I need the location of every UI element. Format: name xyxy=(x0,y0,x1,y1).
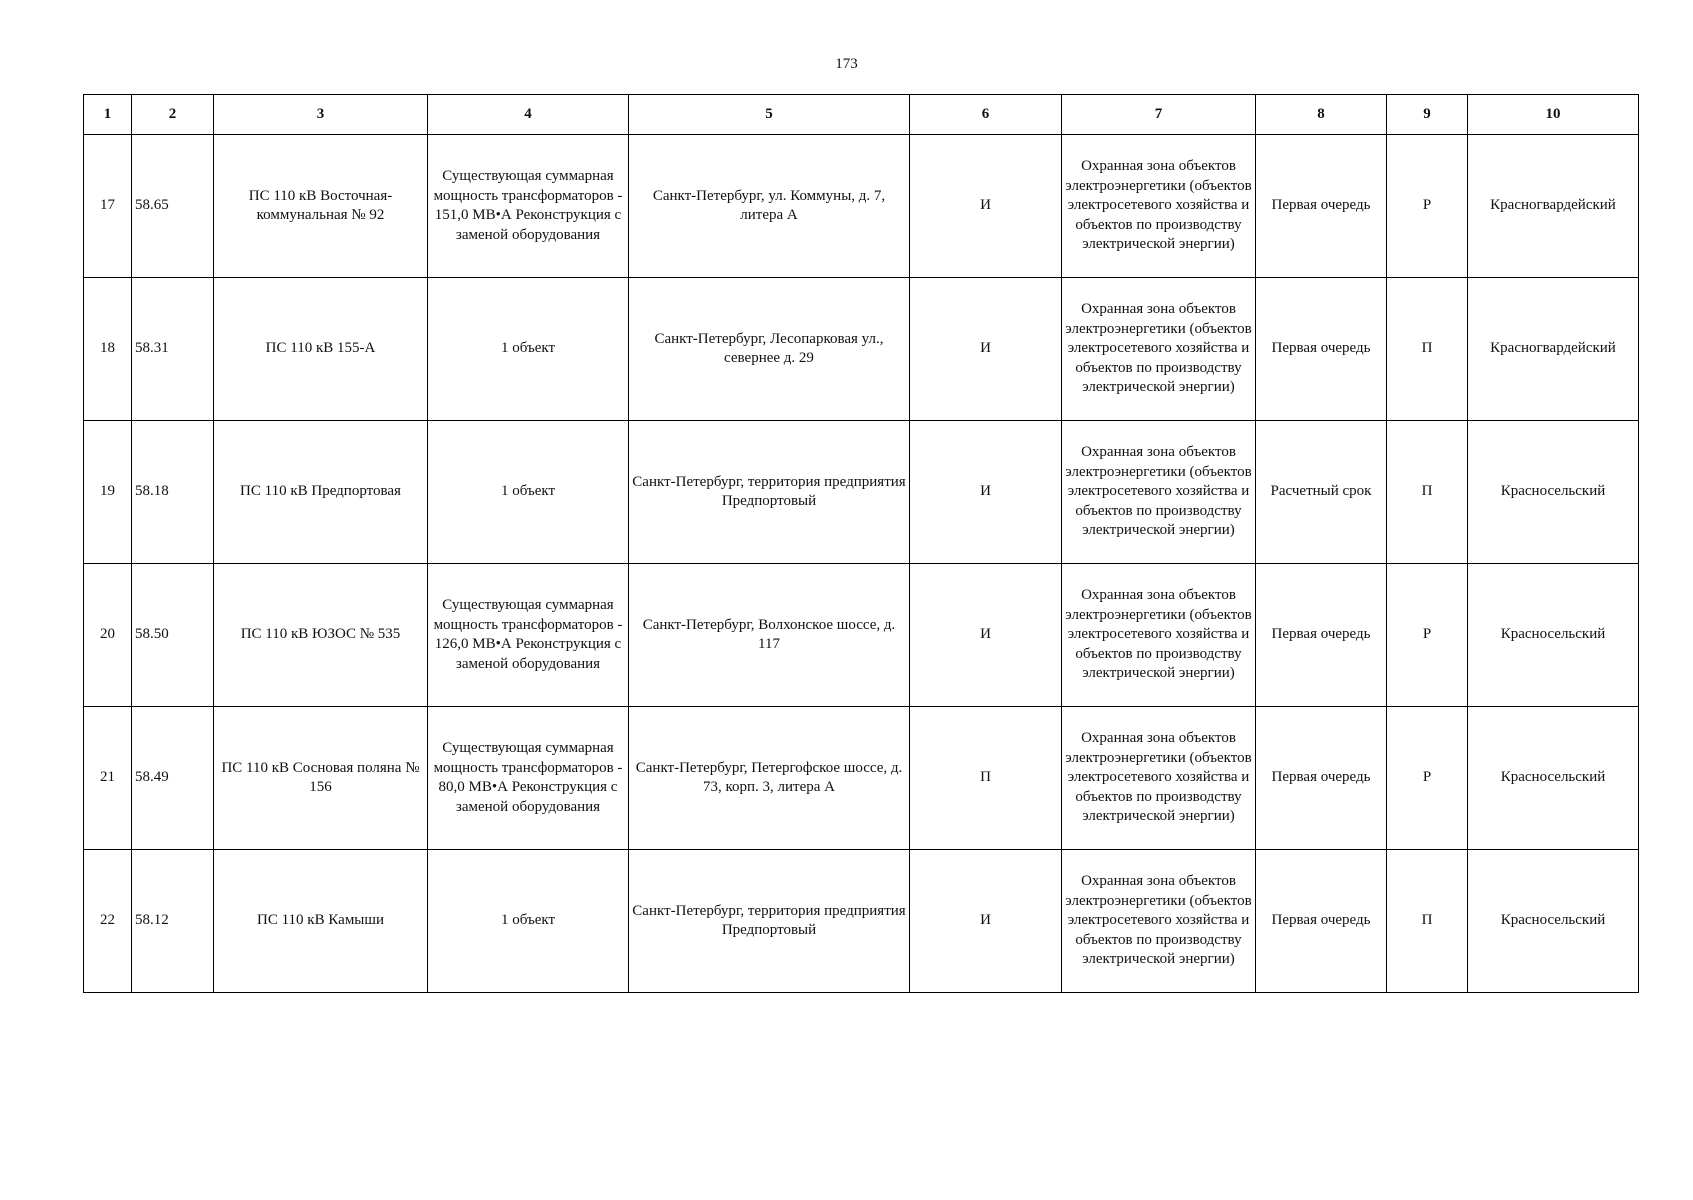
object-status: И xyxy=(910,421,1062,564)
object-name: ПС 110 кВ ЮЗОС № 535 xyxy=(214,564,428,707)
object-zone: Охранная зона объектов электроэнергетики (объектов электросетевого хозяйства и объектов по производству электрической энергии) xyxy=(1062,707,1256,850)
object-location: Санкт-Петербург, Лесопарковая ул., севернее д. 29 xyxy=(629,278,910,421)
object-characteristic: Существующая суммарная мощность трансформаторов - 151,0 МВ•А Реконструкция с заменой оборудования xyxy=(428,135,629,278)
object-zone: Охранная зона объектов электроэнергетики (объектов электросетевого хозяйства и объектов по производству электрической энергии) xyxy=(1062,135,1256,278)
object-stage: Первая очередь xyxy=(1256,564,1387,707)
object-type: Р xyxy=(1387,707,1468,850)
object-stage: Первая очередь xyxy=(1256,707,1387,850)
object-characteristic: 1 объект xyxy=(428,278,629,421)
object-name: ПС 110 кВ 155-А xyxy=(214,278,428,421)
row-number: 22 xyxy=(84,850,132,993)
object-code: 58.49 xyxy=(132,707,214,850)
row-number: 20 xyxy=(84,564,132,707)
object-type: П xyxy=(1387,278,1468,421)
object-zone: Охранная зона объектов электроэнергетики (объектов электросетевого хозяйства и объектов по производству электрической энергии) xyxy=(1062,278,1256,421)
column-header: 6 xyxy=(910,95,1062,135)
object-characteristic: Существующая суммарная мощность трансформаторов - 126,0 МВ•А Реконструкция с заменой оборудования xyxy=(428,564,629,707)
row-number: 17 xyxy=(84,135,132,278)
column-header: 7 xyxy=(1062,95,1256,135)
object-type: Р xyxy=(1387,135,1468,278)
object-type: П xyxy=(1387,850,1468,993)
object-type: П xyxy=(1387,421,1468,564)
object-characteristic: Существующая суммарная мощность трансформаторов - 80,0 МВ•А Реконструкция с заменой оборудования xyxy=(428,707,629,850)
column-header: 9 xyxy=(1387,95,1468,135)
object-district: Красносельский xyxy=(1468,850,1639,993)
object-status: И xyxy=(910,278,1062,421)
table-header-row xyxy=(84,95,1639,135)
object-name: ПС 110 кВ Восточная-коммунальная № 92 xyxy=(214,135,428,278)
object-code: 58.12 xyxy=(132,850,214,993)
object-code: 58.18 xyxy=(132,421,214,564)
object-status: И xyxy=(910,564,1062,707)
object-stage: Первая очередь xyxy=(1256,135,1387,278)
object-zone: Охранная зона объектов электроэнергетики (объектов электросетевого хозяйства и объектов по производству электрической энергии) xyxy=(1062,564,1256,707)
object-name: ПС 110 кВ Камыши xyxy=(214,850,428,993)
object-location: Санкт-Петербург, Волхонское шоссе, д. 117 xyxy=(629,564,910,707)
object-name: ПС 110 кВ Сосновая поляна № 156 xyxy=(214,707,428,850)
table-row xyxy=(84,278,1639,421)
object-name: ПС 110 кВ Предпортовая xyxy=(214,421,428,564)
object-code: 58.31 xyxy=(132,278,214,421)
row-number: 21 xyxy=(84,707,132,850)
object-zone: Охранная зона объектов электроэнергетики (объектов электросетевого хозяйства и объектов по производству электрической энергии) xyxy=(1062,421,1256,564)
object-district: Красносельский xyxy=(1468,564,1639,707)
object-district: Красногвардейский xyxy=(1468,135,1639,278)
column-header: 1 xyxy=(84,95,132,135)
table-row xyxy=(84,707,1639,850)
column-header: 3 xyxy=(214,95,428,135)
table-row xyxy=(84,564,1639,707)
object-status: П xyxy=(910,707,1062,850)
object-district: Красносельский xyxy=(1468,707,1639,850)
row-number: 18 xyxy=(84,278,132,421)
object-location: Санкт-Петербург, ул. Коммуны, д. 7, литера А xyxy=(629,135,910,278)
object-characteristic: 1 объект xyxy=(428,850,629,993)
table-row xyxy=(84,135,1639,278)
column-header: 2 xyxy=(132,95,214,135)
object-code: 58.65 xyxy=(132,135,214,278)
object-zone: Охранная зона объектов электроэнергетики (объектов электросетевого хозяйства и объектов по производству электрической энергии) xyxy=(1062,850,1256,993)
object-stage: Расчетный срок xyxy=(1256,421,1387,564)
object-status: И xyxy=(910,135,1062,278)
object-status: И xyxy=(910,850,1062,993)
object-stage: Первая очередь xyxy=(1256,278,1387,421)
object-district: Красносельский xyxy=(1468,421,1639,564)
column-header: 10 xyxy=(1468,95,1639,135)
table-row xyxy=(84,850,1639,993)
object-characteristic: 1 объект xyxy=(428,421,629,564)
page-number: 173 xyxy=(835,56,858,72)
object-location: Санкт-Петербург, территория предприятия Предпортовый xyxy=(629,850,910,993)
row-number: 19 xyxy=(84,421,132,564)
object-stage: Первая очередь xyxy=(1256,850,1387,993)
object-location: Санкт-Петербург, Петергофское шоссе, д. 73, корп. 3, литера А xyxy=(629,707,910,850)
column-header: 8 xyxy=(1256,95,1387,135)
objects-table xyxy=(83,94,1639,993)
object-district: Красногвардейский xyxy=(1468,278,1639,421)
column-header: 4 xyxy=(428,95,629,135)
object-code: 58.50 xyxy=(132,564,214,707)
object-location: Санкт-Петербург, территория предприятия Предпортовый xyxy=(629,421,910,564)
table-row xyxy=(84,421,1639,564)
object-type: Р xyxy=(1387,564,1468,707)
column-header: 5 xyxy=(629,95,910,135)
